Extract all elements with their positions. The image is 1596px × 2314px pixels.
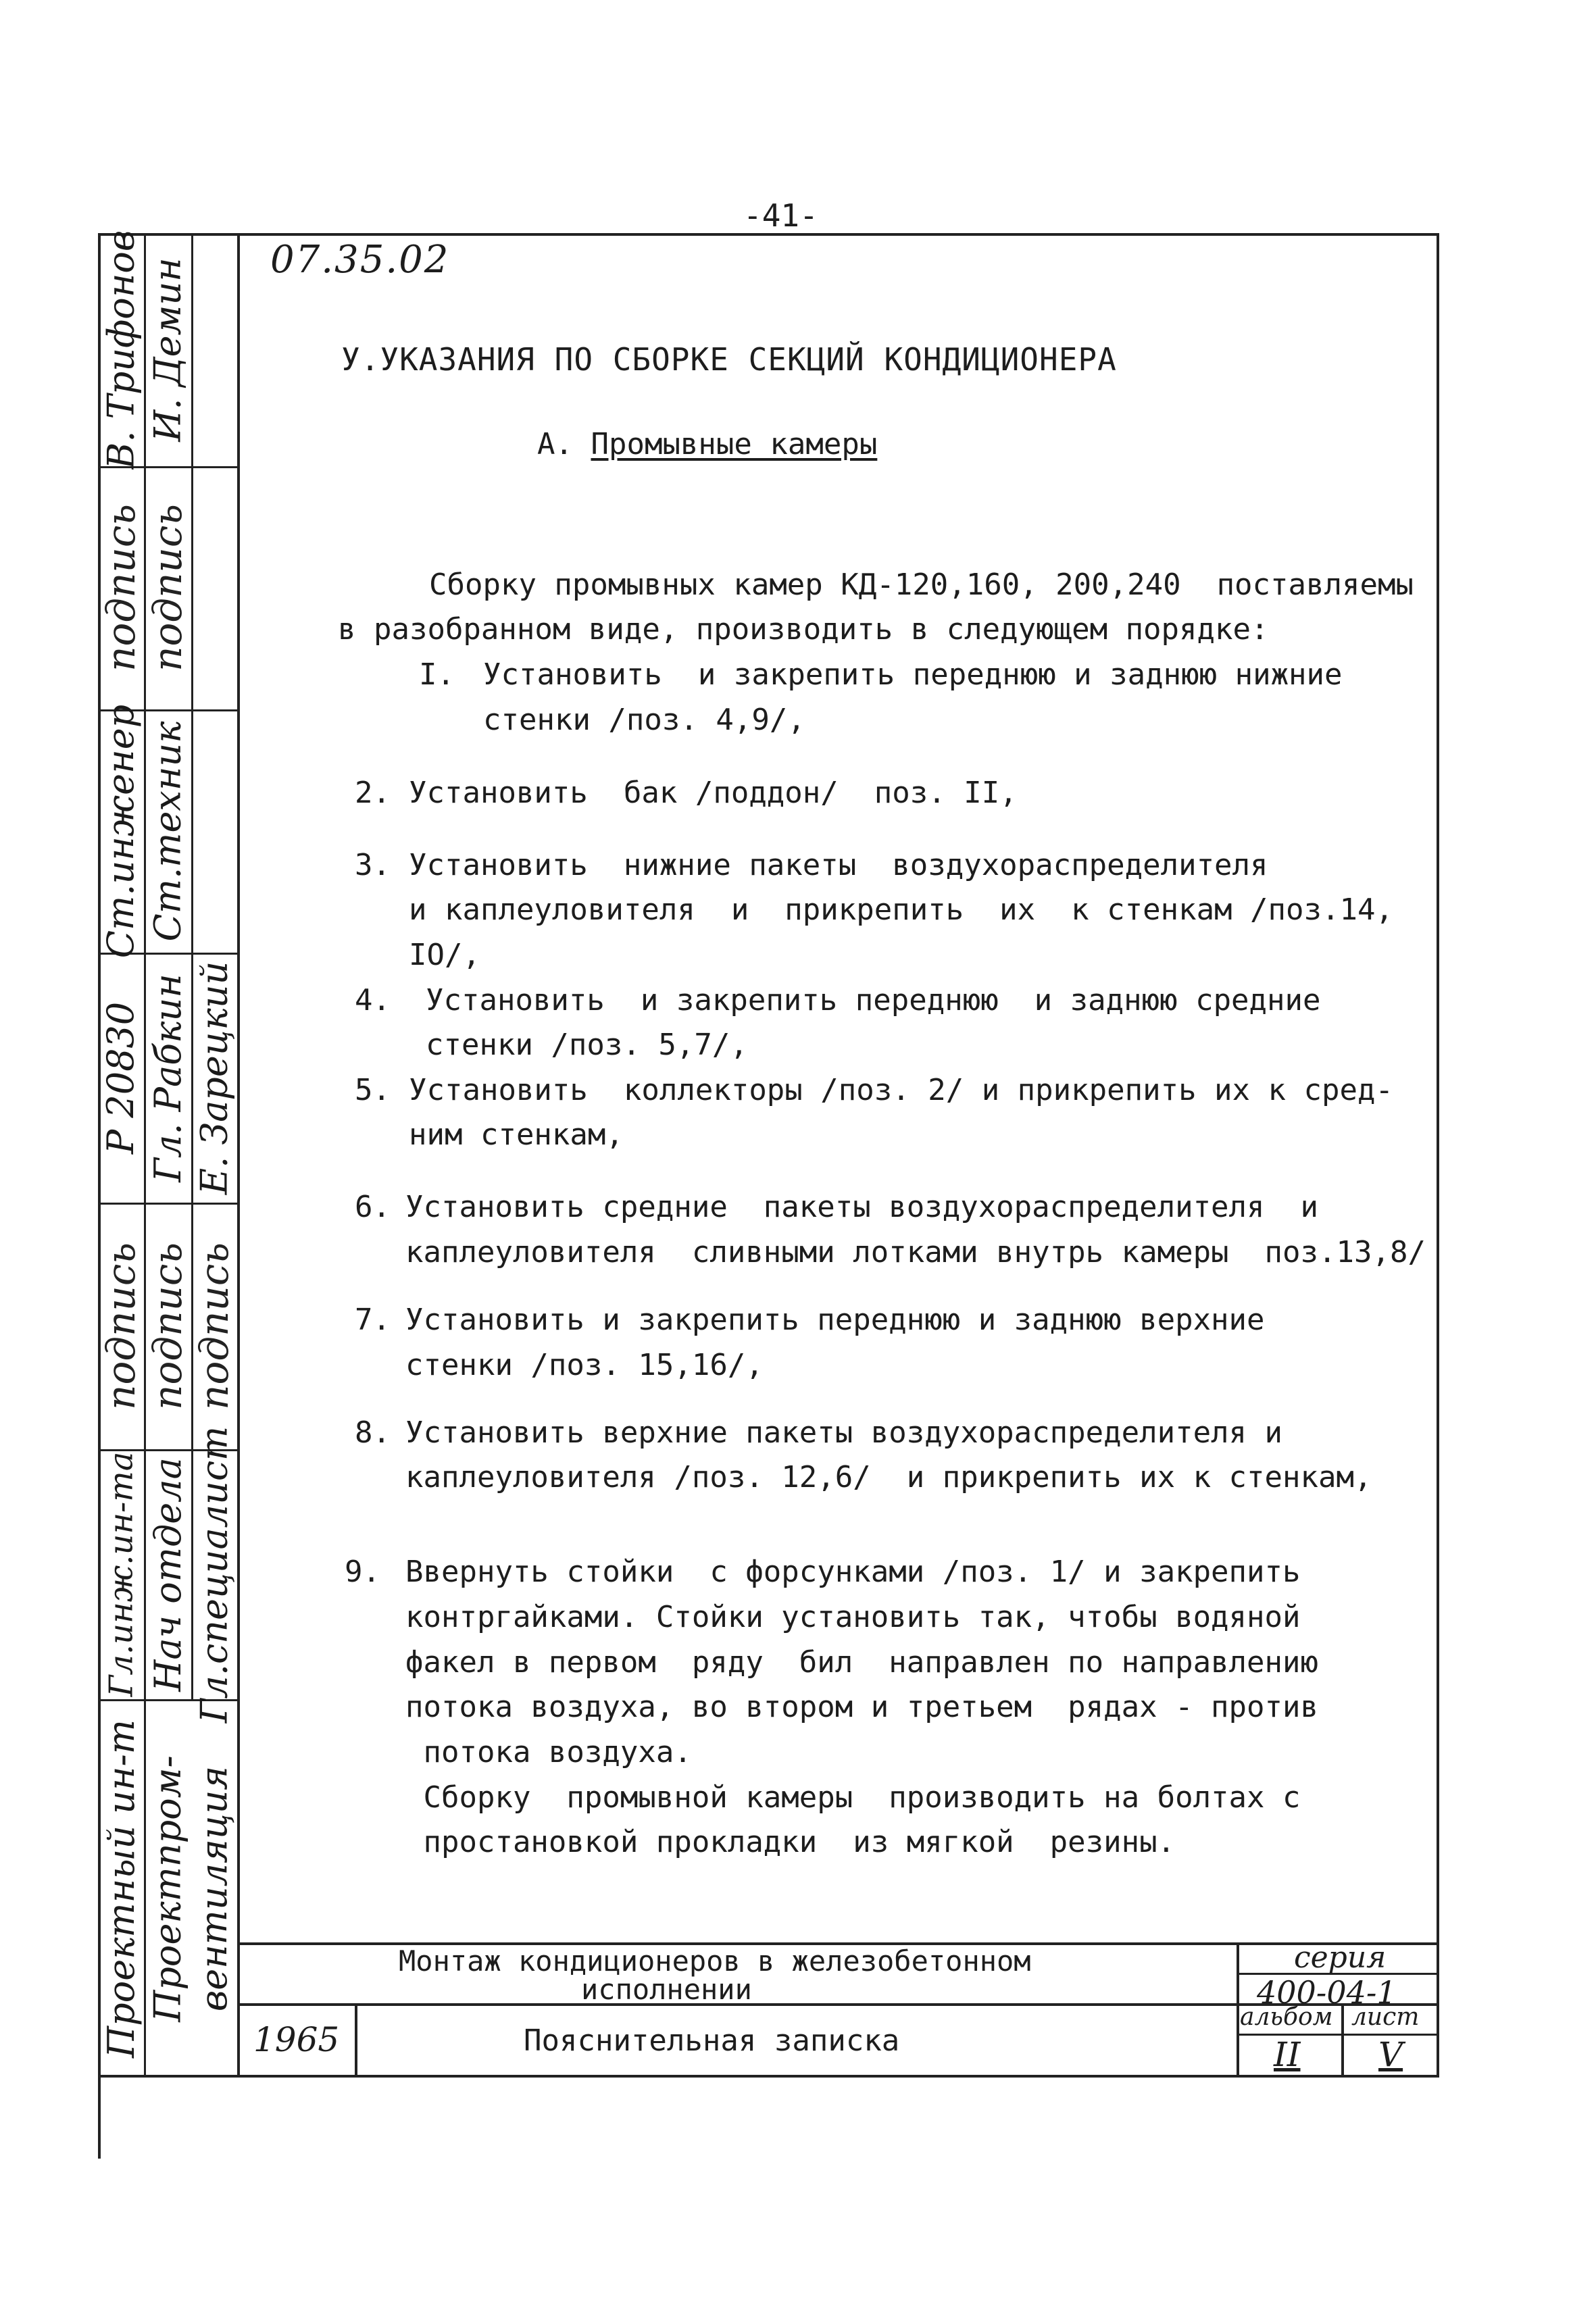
- step-line: стенки /поз. 4,9/,: [483, 703, 805, 737]
- margin-cell: [144, 1449, 191, 1699]
- binding-margin-line: [98, 2078, 101, 2159]
- margin-cell: [191, 1699, 237, 2078]
- margin-role: Ст.техник: [146, 721, 189, 941]
- margin-role: Гл.специалист: [193, 1426, 236, 1723]
- title-block-border: [1237, 2034, 1439, 2036]
- org-line: Проектпром-: [146, 1755, 189, 2022]
- step-line: Установить и закрепить переднюю и заднюю нижние: [483, 657, 1343, 692]
- step-line: потока воздуха.: [405, 1735, 692, 1769]
- margin-cell: [98, 1203, 144, 1449]
- margin-cell: [144, 709, 191, 953]
- signature: подпись: [145, 504, 191, 672]
- step-line: Установить верхние пакеты воздухораспределителя и: [405, 1415, 1283, 1450]
- step-line: Установить средние пакеты воздухораспределителя и: [405, 1190, 1319, 1224]
- sheet-value: V: [1378, 2035, 1403, 2074]
- step-line: Установить и закрепить переднюю и заднюю верхние: [405, 1303, 1265, 1337]
- album-value: II: [1274, 2035, 1301, 2074]
- margin-cell: [98, 466, 144, 709]
- step-line: Установить и закрепить переднюю и заднюю средние: [426, 983, 1321, 1017]
- step-line: Ввернуть стойки с форсунками /поз. 1/ и закрепить: [405, 1555, 1301, 1589]
- page-number: -41-: [743, 197, 818, 234]
- margin-cell: [191, 1203, 237, 1449]
- subtitle: Пояснительная записка: [524, 2023, 900, 2058]
- margin-name: Гл. Рабкин: [146, 973, 189, 1182]
- title-line: исполнении: [581, 1973, 752, 2006]
- year: 1965: [253, 2020, 340, 2059]
- step-number: 2.: [355, 776, 391, 810]
- margin-role: Гл.инж.ин-та: [102, 1451, 140, 1697]
- margin-cell: [98, 953, 144, 1203]
- step-line: простановкой прокладки из мягкой резины.: [405, 1825, 1176, 1859]
- title-block-border: [355, 2003, 357, 2078]
- step-number: 6.: [355, 1190, 391, 1224]
- margin-name: В. Трифонов: [99, 230, 143, 470]
- margin-name: И. Демин: [146, 257, 189, 442]
- margin-cell: [144, 233, 191, 466]
- org-line: Проектный ин-т: [99, 1719, 143, 2058]
- step-line: стенки /поз. 15,16/,: [405, 1348, 764, 1382]
- section-title: У.УКАЗАНИЯ ПО СБОРКЕ СЕКЦИЙ КОНДИЦИОНЕРА: [341, 341, 1117, 378]
- margin-name: Е. Зарецкий: [193, 961, 236, 1194]
- margin-cell: [144, 953, 191, 1203]
- intro-line: в разобранном виде, производить в следующем порядке:: [338, 612, 1269, 647]
- margin-code: Р 20830: [99, 1001, 143, 1154]
- step-line: Сборку промывной камеры производить на болтах с: [405, 1780, 1301, 1815]
- step-line: каплеуловителя сливными лотками внутрь камеры поз.13,8/: [405, 1235, 1426, 1269]
- signature: подпись: [145, 1242, 191, 1410]
- subsection-name: Промывные камеры: [591, 427, 878, 461]
- signature: подпись: [98, 504, 144, 672]
- step-line: контргайками. Стойки установить так, чтобы водяной: [405, 1600, 1301, 1634]
- step-line: ним стенкам,: [409, 1117, 624, 1152]
- subsection-title: [537, 427, 877, 461]
- sheet-label: лист: [1351, 2003, 1420, 2031]
- margin-cell: [191, 1426, 237, 1723]
- margin-cell: [98, 1699, 144, 2078]
- margin-role: Ст.инженер: [99, 704, 143, 958]
- step-number: I.: [419, 657, 455, 692]
- margin-cell: [144, 1699, 191, 2078]
- margin-cell: [144, 466, 191, 709]
- step-number: 7.: [355, 1303, 391, 1337]
- subsection-prefix: А.: [537, 427, 573, 461]
- series-label: серия: [1294, 1940, 1387, 1975]
- margin-cell: [98, 1449, 144, 1699]
- intro-line: Сборку промывных камер КД-120,160, 200,240 поставляемы: [429, 568, 1414, 602]
- title-line: Монтаж кондиционеров в железобетонном: [399, 1944, 1031, 1978]
- margin-cell: [98, 704, 144, 958]
- step-number: 8.: [355, 1415, 391, 1450]
- series-value: 400-04-1: [1257, 1974, 1397, 2011]
- step-number: 9.: [345, 1555, 380, 1589]
- step-line: IO/,: [409, 938, 480, 972]
- step-line: потока воздуха, во втором и третьем рядах - против: [405, 1690, 1319, 1724]
- margin-stamp-strip: [98, 230, 240, 2078]
- title-block-border: [1341, 2003, 1344, 2078]
- document-code: 07.35.02: [270, 238, 450, 282]
- margin-cell: [191, 953, 237, 1203]
- signature: подпись: [191, 1242, 237, 1410]
- org-line: вентиляция: [193, 1765, 236, 2011]
- margin-cell: [144, 1203, 191, 1449]
- step-line: факел в первом ряду бил направлен по направлению: [405, 1645, 1319, 1680]
- signature: подпись: [98, 1242, 144, 1410]
- step-line: Установить бак /поддон/ поз. II,: [409, 776, 1018, 810]
- margin-role: Нач отдела: [146, 1457, 189, 1692]
- title-block-border: [1237, 1942, 1239, 2078]
- step-number: 3.: [355, 848, 391, 882]
- step-line: стенки /поз. 5,7/,: [426, 1028, 748, 1062]
- album-label: альбом: [1240, 2003, 1333, 2031]
- step-line: каплеуловителя /поз. 12,6/ и прикрепить их к стенкам,: [405, 1460, 1372, 1494]
- step-number: 4.: [355, 983, 391, 1017]
- step-line: Установить нижние пакеты воздухораспределителя: [409, 848, 1268, 882]
- step-number: 5.: [355, 1073, 391, 1107]
- margin-cell: [98, 230, 144, 470]
- step-line: Установить коллекторы /поз. 2/ и прикрепить их к сред-: [409, 1073, 1393, 1107]
- step-line: и каплеуловителя и прикрепить их к стенкам /поз.14,: [409, 892, 1393, 927]
